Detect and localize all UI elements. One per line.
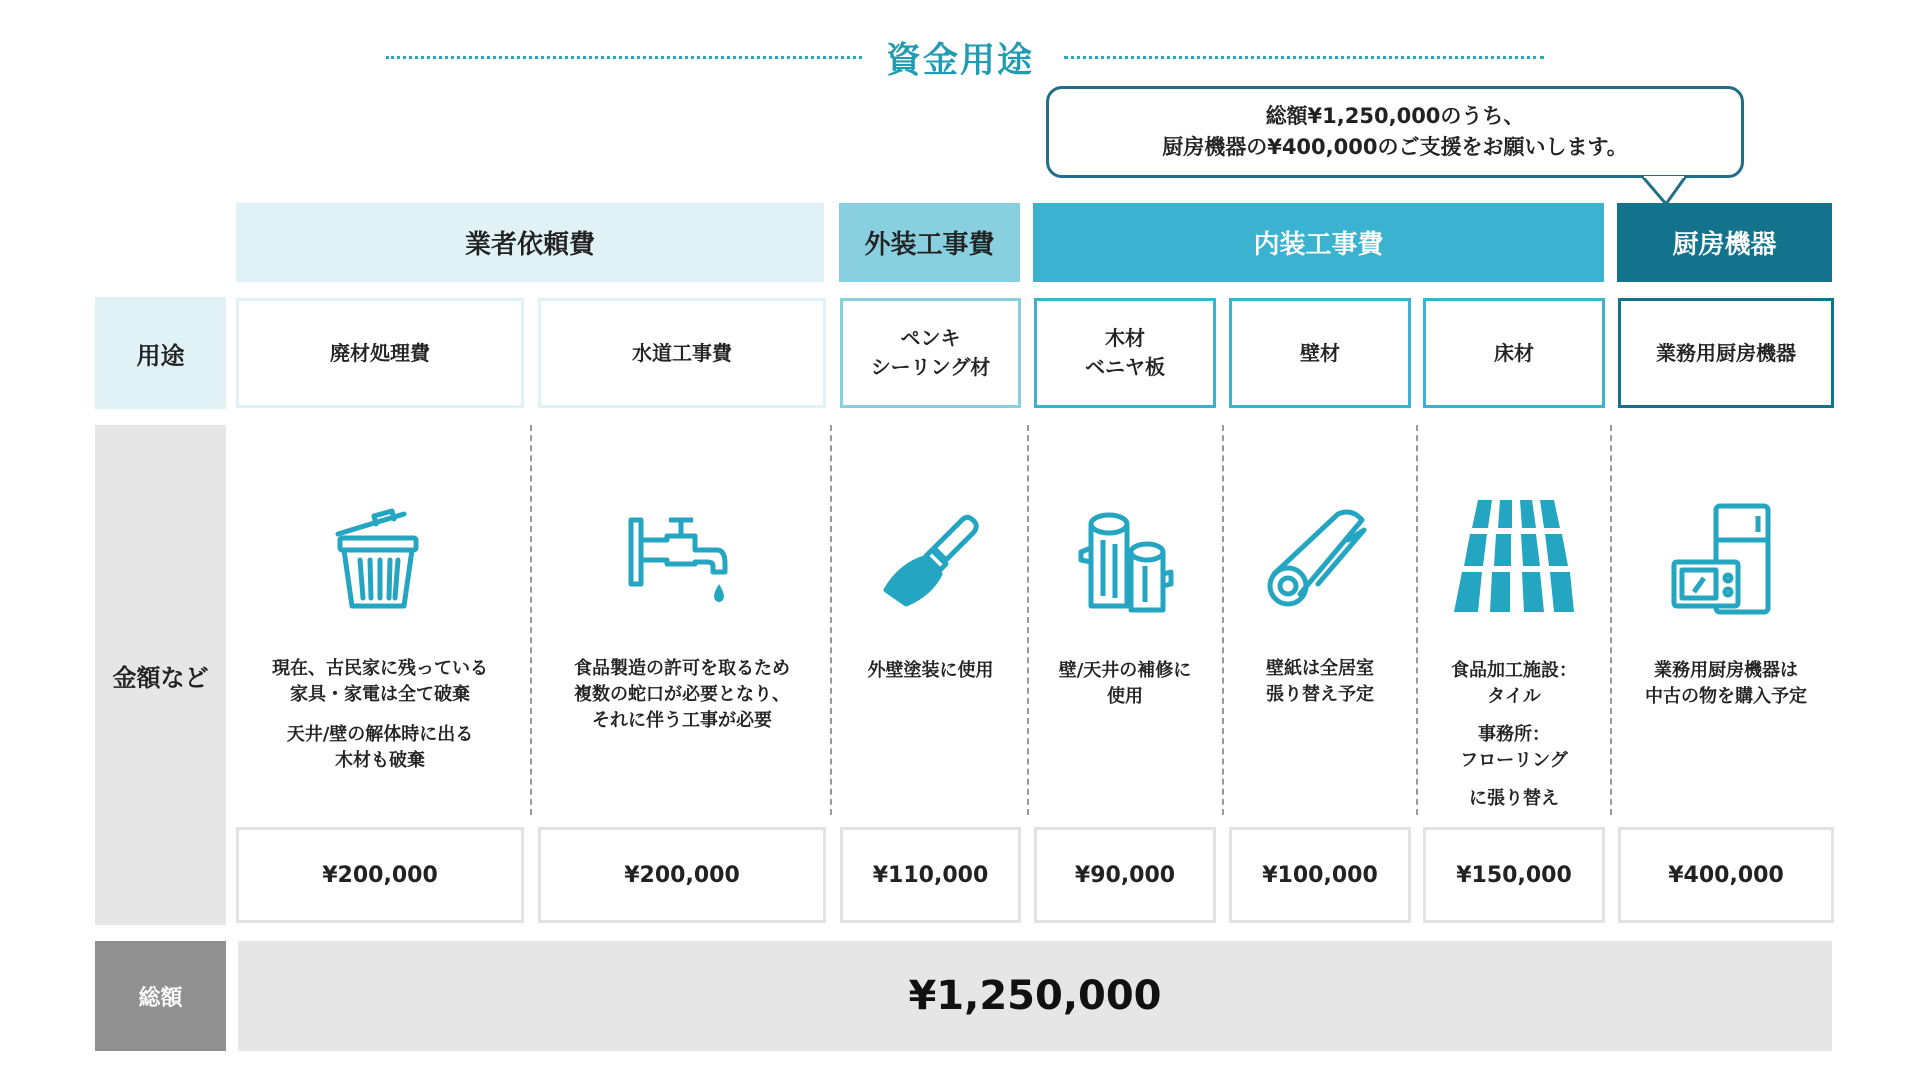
amount-box: ¥100,000 [1229, 827, 1411, 923]
use-box-commercial-kitchen: 業務用厨房機器 [1618, 298, 1834, 408]
total-amount: ¥1,250,000 [238, 941, 1832, 1051]
amount-box: ¥90,000 [1034, 827, 1216, 923]
category-exterior-work: 外装工事費 [839, 203, 1020, 282]
amount-box: ¥200,000 [236, 827, 524, 923]
item-description: 食品加工施設： タイル [1451, 660, 1577, 707]
item-description: 壁紙は全居室 張り替え予定 [1266, 658, 1374, 705]
use-box-wall-material: 壁材 [1229, 298, 1411, 408]
item-description: 現在、古民家に残っている 家具・家電は全て破棄 [272, 658, 488, 705]
use-box-plumbing: 水道工事費 [538, 298, 826, 408]
item-description-secondary: 天井/壁の解体時に出る 木材も破棄 [286, 724, 474, 771]
row-label-use: 用途 [95, 297, 226, 409]
item-description: 壁/天井の補修に 使用 [1058, 660, 1192, 707]
flooring-icon [1454, 500, 1574, 620]
kitchen-appliances-icon [1666, 500, 1786, 620]
trash-can-icon [318, 500, 438, 620]
lumber-logs-icon [1063, 500, 1183, 620]
column-separator [1222, 425, 1224, 815]
callout-line-1: 総額¥1,250,000のうち、 [1265, 104, 1525, 128]
column-separator [1416, 425, 1418, 815]
callout-line-2: 厨房機器の¥400,000のご支援をお願いします。 [1162, 135, 1628, 159]
amount-box: ¥110,000 [840, 827, 1021, 923]
column-separator [1610, 425, 1612, 815]
category-kitchen-equipment: 厨房機器 [1617, 203, 1832, 282]
title-right-dotted-line [1064, 56, 1544, 59]
amount-box: ¥200,000 [538, 827, 826, 923]
category-interior-work: 内装工事費 [1033, 203, 1604, 282]
amount-box: ¥400,000 [1618, 827, 1834, 923]
callout-bubble [1046, 86, 1744, 178]
column-separator [1027, 425, 1029, 815]
use-box-waste-disposal: 廃材処理費 [236, 298, 524, 408]
column-separator [530, 425, 532, 815]
total-label: 総額 [95, 941, 226, 1051]
column-separator [830, 425, 832, 815]
row-label-amount: 金額など [95, 425, 226, 925]
category-contractor-fees: 業者依頼費 [236, 203, 824, 282]
callout-tail [1640, 176, 1694, 206]
item-description: 業務用厨房機器は 中古の物を購入予定 [1645, 660, 1807, 707]
item-description-secondary: 事務所： フローリング [1460, 724, 1568, 771]
use-box-floor-material: 床材 [1423, 298, 1605, 408]
faucet-icon [621, 500, 741, 620]
item-description-tertiary: に張り替え [1469, 788, 1559, 809]
item-description: 食品製造の許可を取るため 複数の蛇口が必要となり、 それに伴う工事が必要 [574, 658, 790, 731]
use-box-lumber-plywood: 木材 ベニヤ板 [1034, 298, 1216, 408]
use-box-paint-sealant: ペンキ シーリング材 [840, 298, 1021, 408]
title-left-dotted-line [386, 56, 862, 59]
amount-box: ¥150,000 [1423, 827, 1605, 923]
page-title: 資金用途 [886, 41, 1035, 81]
item-description: 外壁塗装に使用 [867, 660, 994, 681]
paint-brush-icon [870, 500, 990, 620]
wallpaper-roll-icon [1260, 500, 1380, 620]
